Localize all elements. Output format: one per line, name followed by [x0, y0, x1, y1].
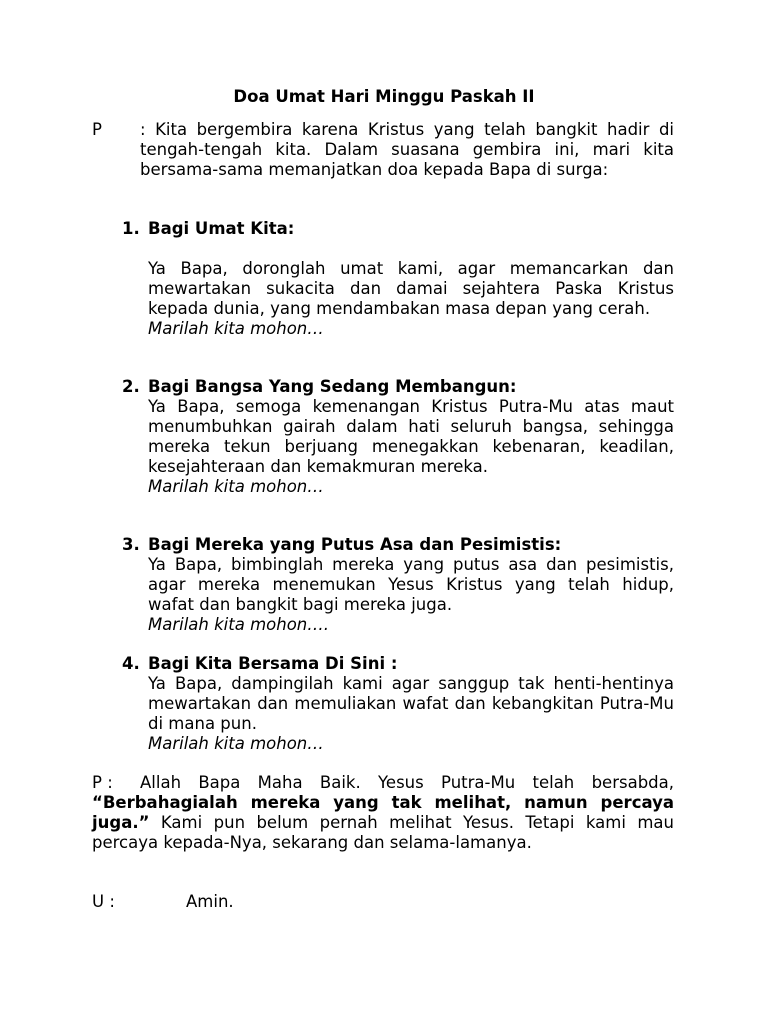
section-4-heading — [122, 654, 397, 674]
section-4-title: Bagi Kita Bersama Di Sini : — [148, 654, 398, 673]
section-4-closing: Marilah kita mohon… — [148, 734, 324, 753]
section-3-heading — [122, 535, 561, 555]
section-3-closing: Marilah kita mohon…. — [148, 615, 330, 634]
section-1-title: Bagi Umat Kita: — [148, 219, 295, 238]
intro-speaker: P — [92, 120, 102, 139]
section-2-number: 2. — [122, 377, 140, 396]
section-3-title: Bagi Mereka yang Putus Asa dan Pesimistis: — [148, 535, 562, 554]
page-title: Doa Umat Hari Minggu Paskah II — [233, 87, 535, 106]
conclusion-quote: “Berbahagialah mereka yang tak melihat, namun percaya juga.” — [92, 793, 674, 832]
section-1-number: 1. — [122, 219, 140, 238]
section-1-body — [148, 259, 674, 339]
response-speaker: U : — [92, 892, 115, 911]
section-1-heading — [122, 219, 294, 239]
intro-text: : Kita bergembira karena Kristus yang telah bangkit hadir di tengah-tengah kita. Dalam suasana gembira ini, mari kita bersama-sama memanjatkan doa kepada Bapa di surga: — [140, 120, 674, 179]
section-1-text: Ya Bapa, doronglah umat kami, agar memancarkan dan mewartakan sukacita dan damai sejahtera Paska Kristus kepada dunia, yang mendambakan masa depan yang cerah. — [148, 259, 674, 318]
section-2-title: Bagi Bangsa Yang Sedang Membangun: — [148, 377, 517, 396]
response-text: Amin. — [186, 892, 234, 911]
section-3-text: Ya Bapa, bimbinglah mereka yang putus asa dan pesimistis, agar mereka menemukan Yesus Kristus yang telah hidup, wafat dan bangkit bagi mereka juga. — [148, 555, 674, 614]
section-4-body — [148, 674, 674, 754]
section-2-heading — [122, 377, 516, 397]
conclusion-text-after: Kami pun belum pernah melihat Yesus. Tetapi kami mau percaya kepada-Nya, sekarang dan selama-lamanya. — [92, 813, 675, 852]
section-3-body — [148, 555, 674, 635]
section-4-text: Ya Bapa, dampingilah kami agar sanggup tak henti-hentinya mewartakan dan memuliakan wafat dan kebangkitan Putra-Mu di mana pun. — [148, 674, 674, 733]
section-2-closing: Marilah kita mohon… — [148, 477, 324, 496]
section-4-number: 4. — [122, 654, 140, 673]
conclusion-text-before: Allah Bapa Maha Baik. Yesus Putra-Mu telah bersabda, — [140, 773, 674, 792]
conclusion-speaker: P : — [92, 773, 113, 792]
conclusion-text — [92, 773, 674, 853]
section-1-closing: Marilah kita mohon… — [148, 319, 324, 338]
section-2-body — [148, 397, 674, 497]
section-3-number: 3. — [122, 535, 140, 554]
section-2-text: Ya Bapa, semoga kemenangan Kristus Putra-Mu atas maut menumbuhkan gairah dalam hati seluruh bangsa, sehingga mereka tekun berjuang menegakkan kebenaran, keadilan, kesejahteraan dan kemakmuran mereka. — [148, 397, 674, 476]
